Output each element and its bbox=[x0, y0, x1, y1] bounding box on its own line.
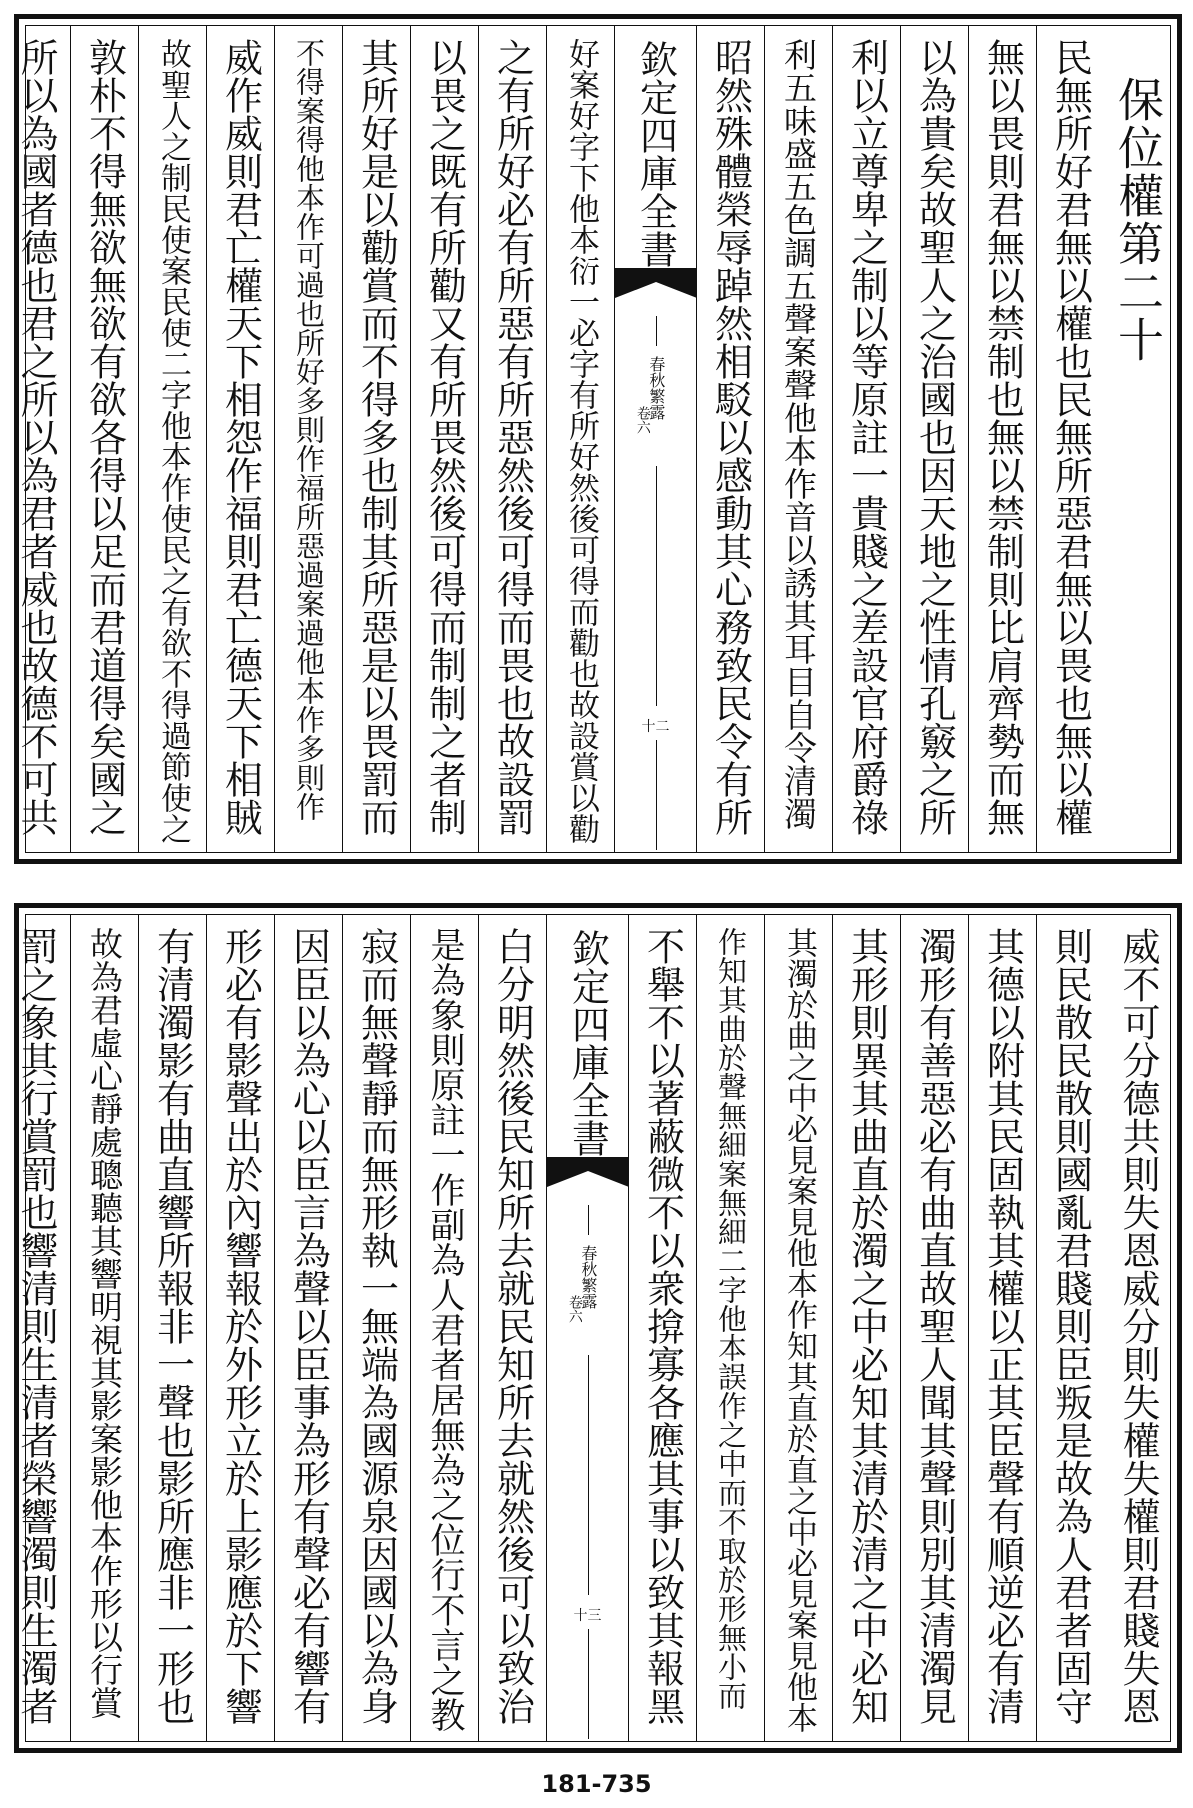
column-text: 民無所好君無以權也民無所惡君無以畏也無以權 bbox=[1048, 38, 1093, 836]
center-gutter bbox=[546, 915, 628, 1741]
center-gutter bbox=[614, 26, 696, 852]
column-text: 以為貴矣故聖人之治國也因天地之性情孔竅之所 bbox=[912, 38, 957, 836]
text-column bbox=[274, 915, 342, 1741]
upper-page-frame bbox=[14, 25, 1171, 853]
column-text: 有清濁影有曲直響所報非一聲也影所應非一形也 bbox=[150, 927, 195, 1725]
column-text: 不舉不以著蔽微不以衆揜寡各應其事以致其報黑 bbox=[640, 927, 685, 1725]
text-column bbox=[1104, 915, 1172, 1741]
column-text: 無以畏則君無以禁制也無以禁制則比肩齊勢而無 bbox=[980, 38, 1025, 836]
text-column bbox=[342, 915, 410, 1741]
column-text: 是為象則原註一作副為人君者居無為之位行不言之教 bbox=[425, 927, 465, 1732]
column-text: 因臣以為心以臣言為聲以臣事為形有聲必有響有 bbox=[286, 927, 331, 1725]
text-column bbox=[410, 915, 478, 1741]
text-column bbox=[138, 915, 206, 1741]
text-column bbox=[2, 26, 70, 852]
column-text: 其形則異其曲直於濁之中必知其清於清之中必知 bbox=[844, 927, 889, 1725]
leaf-number: 十二 bbox=[641, 719, 670, 735]
column-text: 其德以附其民固執其權以正其臣聲有順逆必有清 bbox=[980, 927, 1025, 1725]
column-text: 其所好是以勸賞而不得多也制其所惡是以畏罰而 bbox=[354, 38, 399, 836]
text-column bbox=[138, 26, 206, 852]
fishtail-mark bbox=[547, 1157, 629, 1197]
text-column bbox=[968, 26, 1036, 852]
collection-title: 欽定四庫全書 bbox=[633, 40, 678, 268]
text-column bbox=[546, 26, 614, 852]
column-text: 白分明然後民知所去就民知所去就然後可以致治 bbox=[490, 927, 535, 1725]
text-column bbox=[628, 915, 696, 1741]
collection-title: 欽定四庫全書 bbox=[565, 929, 610, 1157]
text-column bbox=[206, 915, 274, 1741]
column-text: 敦朴不得無欲無欲有欲各得以足而君道得矣國之 bbox=[82, 38, 127, 836]
column-text: 以畏之既有所勸又有所畏然後可得而制制之者制 bbox=[422, 38, 467, 836]
column-text: 故為君虛心靜處聰聽其響明視其影案影他本作形以行賞 bbox=[85, 927, 124, 1719]
text-column bbox=[832, 915, 900, 1741]
book-title: 春秋繁露 bbox=[646, 356, 666, 420]
column-text: 威不可分德共則失恩威分則失權失權則君賤失恩 bbox=[1116, 927, 1160, 1725]
column-text: 則民散民散則國亂君賤則臣叛是故為人君者固守 bbox=[1048, 927, 1093, 1725]
lower-page bbox=[14, 903, 1182, 1753]
text-column bbox=[832, 26, 900, 852]
text-column bbox=[764, 915, 832, 1741]
upper-page bbox=[14, 14, 1182, 864]
column-text: 好案好字下他本衍一必字有所好然後可得而勸也故設賞以勸 bbox=[563, 38, 599, 844]
gutter-rule bbox=[588, 1355, 589, 1595]
leaf-number: 十三 bbox=[573, 1608, 602, 1624]
text-column bbox=[1104, 26, 1172, 852]
text-column bbox=[696, 915, 764, 1741]
text-column bbox=[206, 26, 274, 852]
book-title: 春秋繁露 bbox=[578, 1245, 598, 1309]
chapter-title: 保位權第二十 bbox=[1111, 76, 1165, 364]
text-column bbox=[70, 915, 138, 1741]
text-column bbox=[70, 26, 138, 852]
lower-page-frame bbox=[14, 914, 1171, 1742]
text-column bbox=[274, 26, 342, 852]
gutter-rule bbox=[656, 466, 657, 706]
text-column bbox=[764, 26, 832, 852]
column-text: 威作威則君亡權天下相怨作福則君亡德天下相賊 bbox=[218, 38, 263, 836]
volume-label: 卷六 bbox=[634, 406, 651, 434]
text-column bbox=[900, 26, 968, 852]
column-text: 所以為國者德也君之所以為君者威也故德不可共 bbox=[14, 38, 58, 836]
column-text: 寂而無聲靜而無形執一無端為國源泉因國以為身 bbox=[354, 927, 399, 1725]
text-column bbox=[900, 915, 968, 1741]
column-text: 其濁於曲之中必見案見他本作知其直於直之中必見案見他本 bbox=[781, 927, 817, 1733]
column-text: 不得案得他本作可過也所好多則作福所惡過案過他本作多則作 bbox=[292, 38, 326, 821]
text-column bbox=[968, 915, 1036, 1741]
column-text: 昭然殊體榮辱踔然相駁以感動其心務致民令有所 bbox=[708, 38, 753, 836]
volume-label: 卷六 bbox=[566, 1295, 583, 1323]
column-text: 利以立尊卑之制以等原註一貴賤之差設官府爵祿 bbox=[844, 38, 889, 836]
text-column bbox=[2, 915, 70, 1741]
column-text: 濁形有善惡必有曲直故聖人聞其聲則別其清濁見 bbox=[912, 927, 957, 1725]
gutter-rule bbox=[588, 1629, 589, 1739]
fishtail-mark bbox=[615, 268, 697, 308]
text-column bbox=[1036, 915, 1104, 1741]
column-text: 故聖人之制民使案民使二字他本作使民之有欲不得過節使之 bbox=[155, 38, 191, 844]
gutter-rule bbox=[656, 740, 657, 850]
column-text: 之有所好必有所惡有所惡然後可得而畏也故設罰 bbox=[490, 38, 535, 836]
column-text: 形必有影聲出於內響報於外形立於上影應於下響 bbox=[218, 927, 263, 1725]
text-column bbox=[1036, 26, 1104, 852]
gutter-rule bbox=[656, 316, 657, 346]
column-text: 罰之象其行賞罰也響清則生清者榮響濁則生濁者 bbox=[14, 927, 58, 1725]
text-column bbox=[696, 26, 764, 852]
text-column bbox=[478, 915, 546, 1741]
column-text: 利五味盛五色調五聲案聲他本作音以誘其耳目自令清濁 bbox=[779, 38, 818, 830]
gutter-rule bbox=[588, 1205, 589, 1235]
text-column bbox=[342, 26, 410, 852]
column-text: 作知其曲於聲無細案無細二字他本誤作之中而不取於形無小而 bbox=[714, 927, 748, 1710]
text-column bbox=[478, 26, 546, 852]
scan-page-number: 181-735 bbox=[541, 1770, 652, 1798]
text-column bbox=[410, 26, 478, 852]
